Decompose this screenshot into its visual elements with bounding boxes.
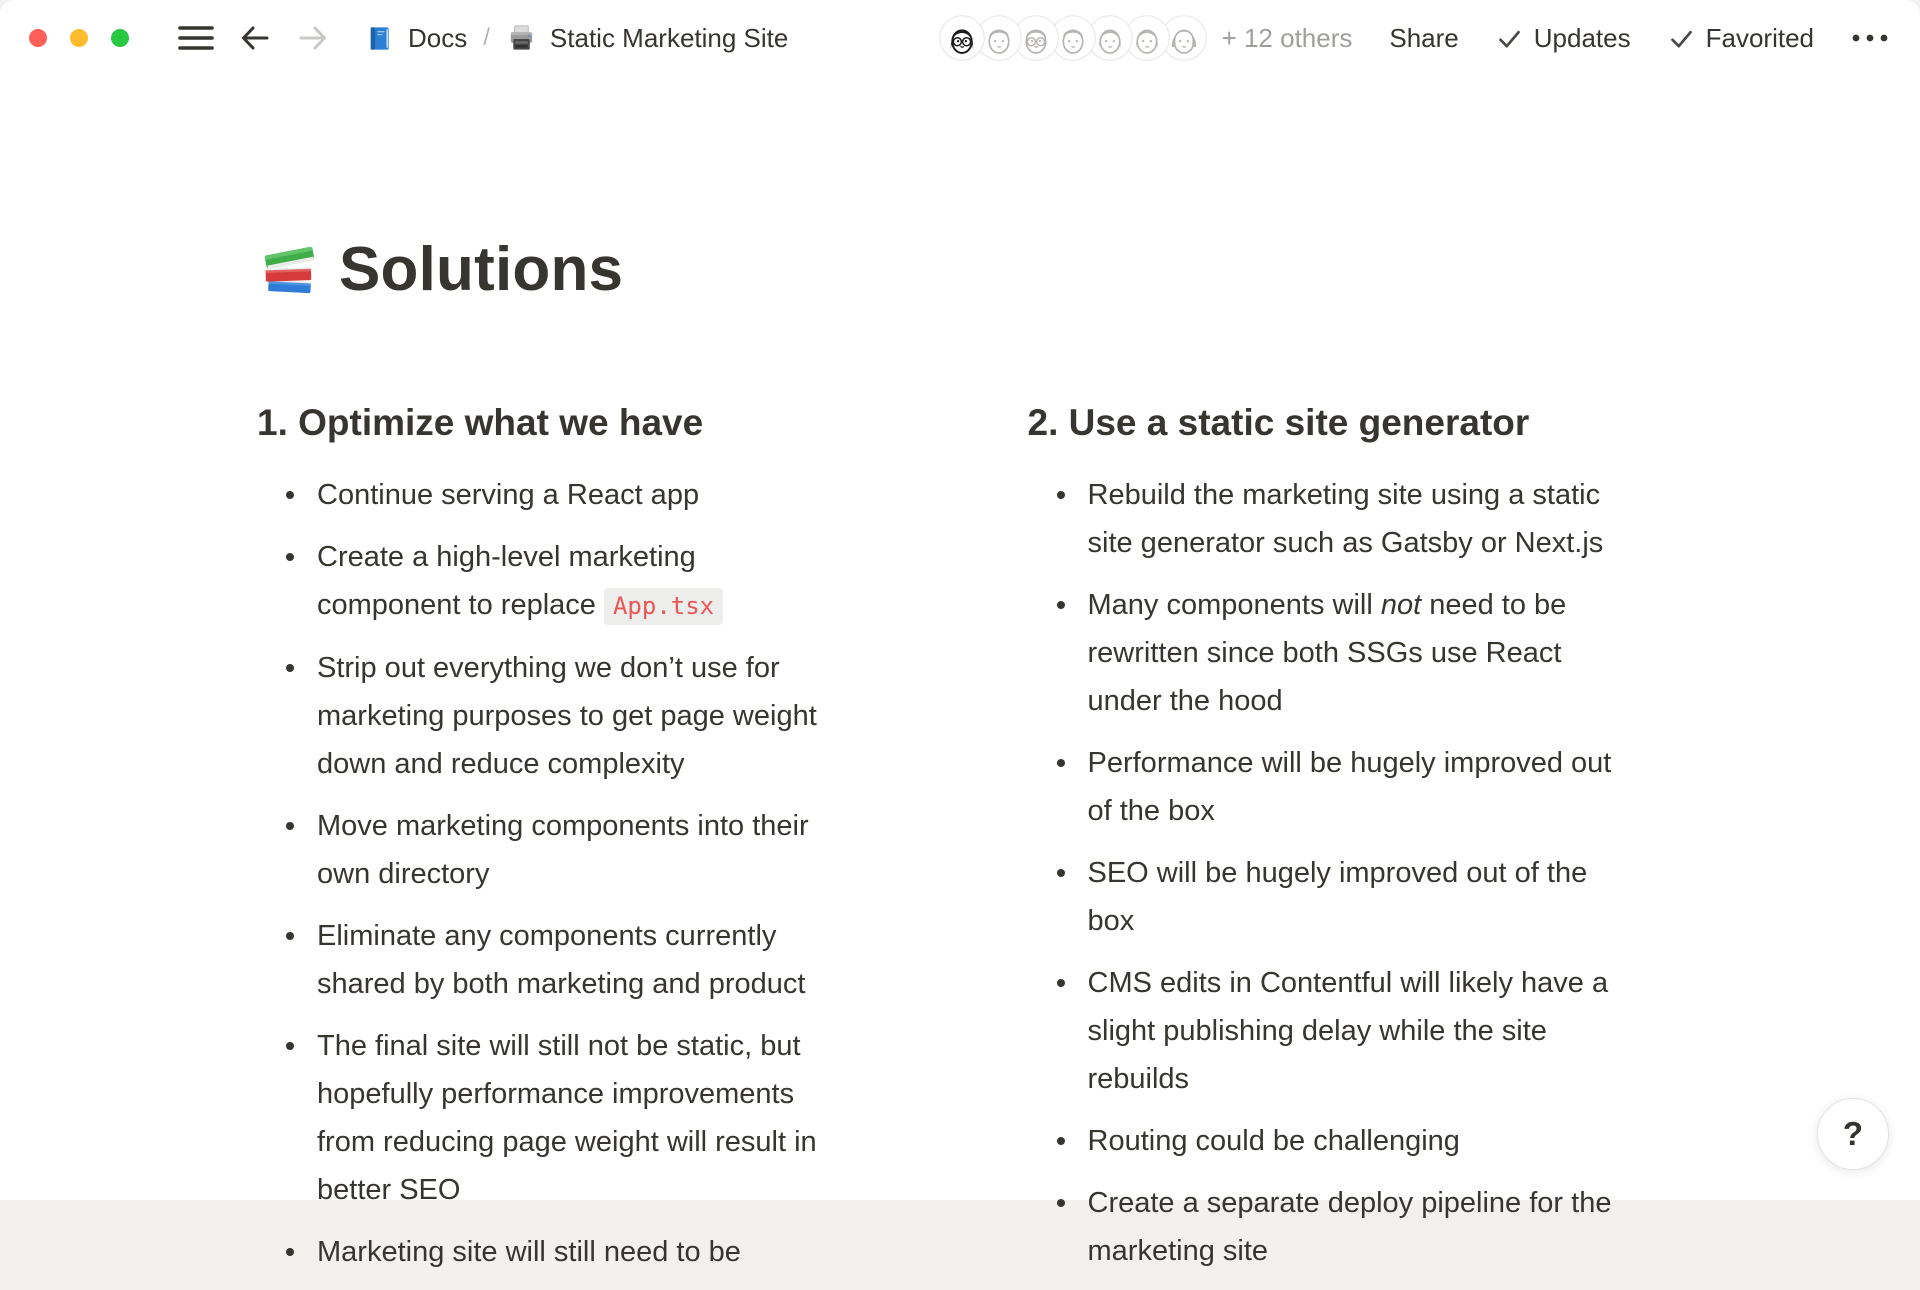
page-title[interactable]: Solutions	[339, 234, 624, 304]
text-run: Strip out everything we don’t use for marketing purposes to get page weight down and reduce complexity	[317, 652, 817, 781]
top-bar	[0, 0, 1920, 76]
ellipsis-icon	[1850, 32, 1890, 44]
presence-others-count[interactable]: + 12 others	[1221, 22, 1353, 53]
breadcrumb-page-label: Static Marketing Site	[549, 22, 789, 53]
text-run: Performance will be hugely improved out of the box	[1087, 747, 1612, 828]
bullet-item[interactable]	[257, 1022, 843, 1214]
bullet-item[interactable]	[257, 1228, 843, 1276]
bullet-item[interactable]	[1028, 849, 1614, 945]
text-run: need to be rewritten since both SSGs use React under the hood	[1087, 589, 1567, 718]
avatar-1[interactable]	[939, 15, 985, 61]
updates-button[interactable]	[1496, 23, 1631, 54]
text-run: Create a high-level marketing component to replace	[317, 541, 696, 622]
presence-avatar-stack	[939, 15, 1207, 61]
text-run: Many components will	[1087, 589, 1381, 622]
bullet-item[interactable]	[257, 471, 843, 519]
close-window-button[interactable]	[29, 29, 47, 47]
checkmark-icon	[1496, 25, 1523, 52]
bullet-item[interactable]	[1028, 581, 1614, 725]
forward-arrow-icon	[296, 21, 330, 55]
breadcrumb-docs[interactable]	[364, 23, 467, 54]
bullet-item[interactable]	[1028, 471, 1614, 567]
bulleted-list	[1028, 471, 1671, 1275]
top-bar-right	[939, 15, 1890, 61]
text-run: Continue serving a React app	[317, 479, 700, 512]
breadcrumb-current-page[interactable]	[506, 23, 788, 54]
printer-icon	[506, 23, 537, 54]
bullet-item[interactable]	[1028, 959, 1614, 1103]
inline-code: App.tsx	[604, 588, 723, 625]
bulleted-list	[257, 471, 900, 1276]
share-button[interactable]	[1389, 23, 1458, 54]
text-run: Routing could be challenging	[1087, 1125, 1460, 1158]
bullet-item[interactable]	[257, 533, 843, 630]
text-run: Rebuild the marketing site using a static site generator such as Gatsby or Next.js	[1087, 479, 1604, 560]
help-button[interactable]	[1817, 1098, 1889, 1170]
favorited-label: Favorited	[1705, 22, 1814, 53]
favorited-button[interactable]	[1668, 23, 1814, 54]
bullet-item[interactable]	[1028, 739, 1614, 835]
text-run: Marketing site will still need to be	[317, 1236, 741, 1269]
forward-button[interactable]	[296, 21, 330, 55]
column-heading[interactable]: 2. Use a static site generator	[1027, 402, 1530, 444]
help-label: ?	[1842, 1115, 1864, 1152]
bullet-item[interactable]	[1028, 1179, 1614, 1275]
two-column-layout	[257, 399, 1670, 1290]
text-run: Eliminate any components currently shared by both marketing and product	[317, 920, 806, 1001]
italic-text: not	[1380, 589, 1422, 622]
text-run: Move marketing components into their own directory	[317, 810, 809, 891]
updates-label: Updates	[1533, 22, 1631, 53]
breadcrumb-docs-label: Docs	[408, 22, 468, 53]
text-run: CMS edits in Contentful will likely have a slight publishing delay while the site rebuilds	[1087, 967, 1609, 1096]
bullet-item[interactable]	[257, 912, 843, 1008]
text-run: Create a separate deploy pipeline for the marketing site	[1087, 1187, 1612, 1268]
column-left	[257, 399, 900, 1290]
back-arrow-icon	[238, 21, 272, 55]
breadcrumb-separator: /	[483, 24, 490, 51]
hamburger-icon	[178, 23, 214, 53]
column-right	[1028, 399, 1671, 1290]
sidebar-menu-button[interactable]	[178, 23, 214, 53]
books-stack-icon	[257, 237, 323, 303]
window-controls	[29, 29, 152, 47]
back-button[interactable]	[238, 21, 272, 55]
text-run: SEO will be hugely improved out of the box	[1087, 857, 1588, 938]
minimize-window-button[interactable]	[70, 29, 88, 47]
blue-book-icon	[364, 23, 395, 54]
page-title-block[interactable]	[257, 194, 1670, 345]
bullet-item[interactable]	[1028, 1117, 1614, 1165]
more-options-button[interactable]	[1850, 32, 1890, 44]
text-run: The final site will still not be static, but hopefully performance improvements from reducing page weight will result in better SEO	[317, 1030, 817, 1207]
bullet-item[interactable]	[257, 802, 843, 898]
page-content	[0, 194, 1920, 1290]
column-heading[interactable]: 1. Optimize what we have	[257, 402, 704, 444]
bullet-item[interactable]	[257, 644, 843, 788]
zoom-window-button[interactable]	[111, 29, 129, 47]
checkmark-icon	[1668, 25, 1695, 52]
share-label: Share	[1389, 22, 1459, 53]
